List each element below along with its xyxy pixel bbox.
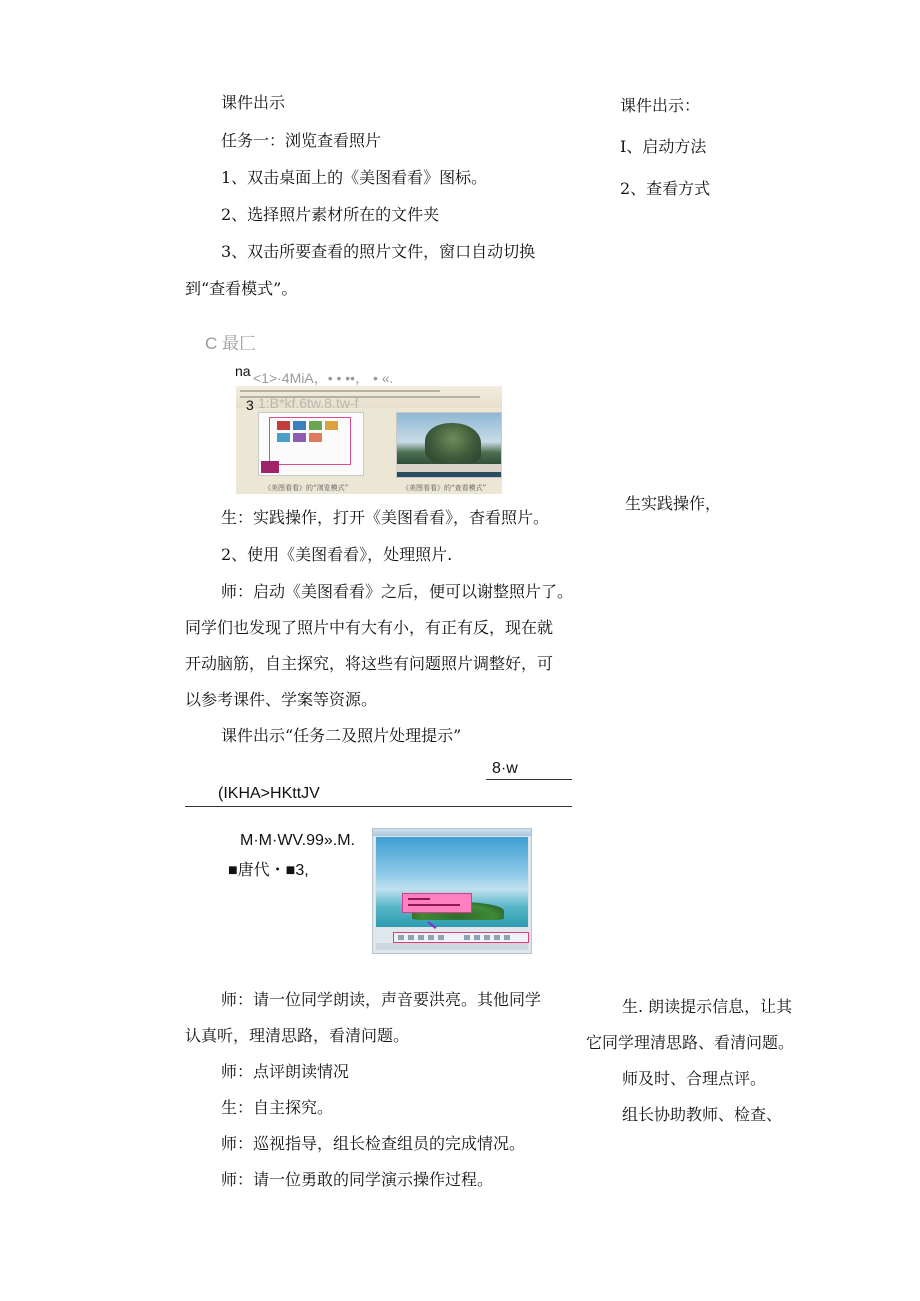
rule-long: [185, 806, 572, 807]
teacher-line-3: 开动脑筋，自主探究，将这些有问题照片调整好，可: [185, 654, 554, 673]
island-photo: [376, 837, 528, 927]
toolbar-button: [504, 935, 510, 940]
slide-task-two: 课件出示“任务二及照片处理提示”: [221, 726, 462, 745]
task-two-step: 2、使用《美图看看》，处理照片.: [221, 545, 453, 564]
browse-mode-caption: 《美图看看》的“浏览模式”: [264, 484, 349, 492]
ocr-fragment-2: na: [235, 363, 251, 379]
note-student-practice: 生实践操作，: [625, 494, 722, 513]
teacher-line-2: 同学们也发现了照片中有大有小，有正有反，现在就: [185, 618, 554, 637]
callout-text-line: [408, 904, 460, 906]
highlight-box: [269, 417, 351, 465]
ocr-fragment-9: ■唐代・■3,: [228, 862, 309, 879]
student-explore: 生：自主探究。: [221, 1098, 334, 1117]
teacher-reading-2: 认真听，理清思路，看清问题。: [185, 1026, 410, 1045]
step-2: 2、选择照片素材所在的文件夹: [221, 205, 440, 224]
ocr-fragment-3: <1>·4MiA，• • ••， • «.: [253, 370, 394, 386]
ocr-fragment-7: (IKHA>HKttJV: [218, 785, 320, 802]
view-toolbar: [396, 464, 502, 472]
slide-heading: 课件出示: [221, 93, 286, 112]
step-3-continued: 到“查看模式”。: [185, 279, 298, 298]
edit-toolbar: [393, 932, 529, 943]
note-reading-2: 它同学理清思路、看清问题。: [586, 1033, 795, 1052]
step-1: 1、双击桌面上的《美图看看》图标。: [221, 168, 488, 187]
teacher-demo: 师：请一位勇敢的同学演示操作过程。: [221, 1170, 494, 1189]
student-practice: 生：实践操作，打开《美图看看》，杳看照片。: [221, 508, 550, 527]
ocr-fragment-4: 3: [246, 397, 254, 413]
callout-arrow: [427, 921, 436, 929]
ocr-fragment-5: 1:B*kf.6tw.8.tw-f: [258, 395, 359, 411]
island-cliff: [425, 423, 481, 463]
toolbar-button: [418, 935, 424, 940]
toolbar-button: [398, 935, 404, 940]
view-mode-caption: 《美图看看》的“查看模式”: [402, 484, 487, 492]
step-3: 3、双击所要查看的照片文件，窗口自动切换: [221, 242, 536, 261]
window-titlebar: [373, 829, 531, 836]
toolbar-button: [438, 935, 444, 940]
note-group-leader: 组长协助教师、检查、: [622, 1105, 783, 1124]
photo-edit-screenshot: [372, 828, 532, 954]
status-bar: [376, 943, 528, 950]
teacher-reading-1: 师：请一位同学朗读，声音要洪亮。其他同学: [221, 990, 542, 1009]
toolbar-button: [408, 935, 414, 940]
teacher-patrol: 师：巡视指导，组长检查组员的完成情况。: [221, 1134, 526, 1153]
rule-short: [486, 779, 572, 780]
note-view-method: 2、查看方式: [620, 179, 711, 198]
tip-callout: [402, 893, 472, 913]
sidebar-thumbnail: [261, 461, 279, 473]
toolbar-button: [474, 935, 480, 940]
task-one-title: 任务一：浏览查看照片: [221, 131, 382, 150]
text-line: [240, 390, 440, 392]
toolbar-button: [494, 935, 500, 940]
teacher-line-4: 以参考课件、学案等资源。: [185, 690, 378, 709]
toolbar-button: [484, 935, 490, 940]
toolbar-button: [428, 935, 434, 940]
ocr-fragment-8: M·M·WV.99».M.: [240, 832, 355, 849]
note-reading-1: 生. 朗读提示信息，让其: [622, 997, 793, 1016]
ocr-fragment-6: 8·w: [492, 760, 518, 777]
teacher-line-1: 师：启动《美图看看》之后，便可以谢整照片了。: [221, 582, 574, 601]
teacher-comment: 师：点评朗读情况: [221, 1062, 350, 1081]
note-slide: 课件出示：: [620, 96, 701, 115]
toolbar-button: [464, 935, 470, 940]
browse-mode-panel: [258, 412, 364, 476]
note-launch-method: I、启动方法: [620, 137, 707, 156]
callout-text-line: [408, 898, 430, 900]
note-review: 师及时、合理点评。: [622, 1069, 767, 1088]
ocr-fragment-1: C 最匚: [205, 334, 256, 353]
